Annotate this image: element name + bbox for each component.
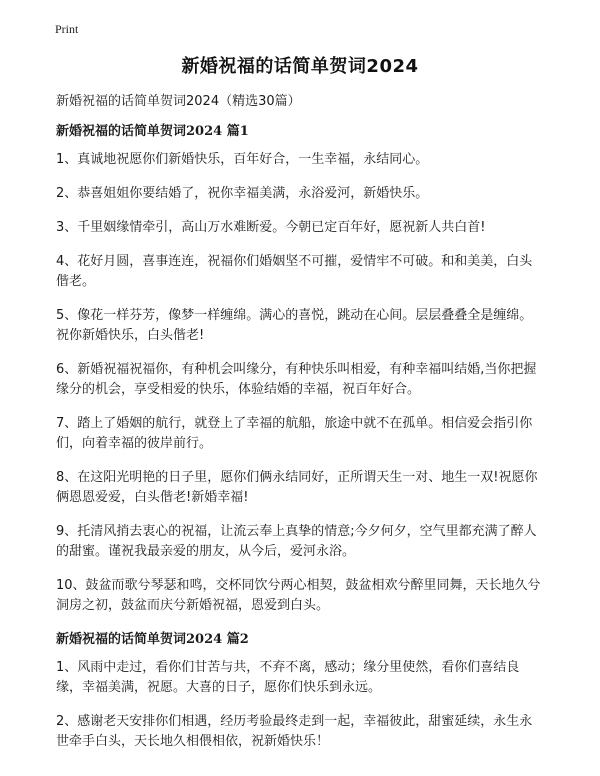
paragraph: 6、新婚祝福祝福你，有种机会叫缘分，有种快乐叫相爱，有种幸福叫结婚,当你把握缘分的机会，享受相爱的快乐，体验结婚的幸福，祝百年好合。	[56, 362, 537, 397]
paragraph: 2、感谢老天安排你们相遇，经历考验最终走到一起，幸福彼此，甜蜜延续，永生永世牵手白头，天长地久相偎相依，祝新婚快乐！	[56, 714, 533, 749]
paragraph: 4、花好月圆，喜事连连，祝福你们婚姻坚不可摧，爱情牢不可破。和和美美，白头偕老。	[56, 254, 533, 289]
section-heading-1: 新婚祝福的话简单贺词2024 篇1	[56, 124, 249, 139]
paragraph: 2、恭喜姐姐你要结婚了，祝你幸福美满，永浴爱河，新婚快乐。	[56, 186, 429, 201]
paragraph: 9、托清风捎去衷心的祝福，让流云奉上真挚的情意;今夕何夕，空气里都充满了醉人的甜蜜。谨祝我最亲爱的朋友，从今后，爱河永浴。	[56, 524, 537, 559]
paragraph: 5、像花一样芬芳，像梦一样缠绵。满心的喜悦，跳动在心间。层层叠叠全是缠绵。祝你新婚快乐，白头偕老!	[56, 308, 533, 343]
paragraph: 1、风雨中走过，看你们甘苦与共，不弃不离，感动；缘分里使然，看你们喜结良缘，幸福美满，祝愿。大喜的日子，愿你们快乐到永远。	[56, 660, 520, 695]
print-label[interactable]: Print	[55, 22, 79, 36]
page-title: 新婚祝福的话简单贺词2024	[181, 56, 419, 77]
paragraph: 10、鼓盆而歌兮琴瑟和鸣，交杯同饮兮两心相契，鼓盆相欢兮醉里同舞，天长地久兮洞房之初，鼓盆而庆兮新婚祝福，恩爱到白头。	[56, 578, 541, 613]
section-heading-2: 新婚祝福的话简单贺词2024 篇2	[56, 632, 249, 647]
paragraph: 8、在这阳光明艳的日子里，愿你们俩永结同好，正所谓天生一对、地生一双!祝愿你俩恩恩爱爱，白头偕老!新婚幸福!	[56, 470, 538, 505]
paragraph: 1、真诚地祝愿你们新婚快乐，百年好合，一生幸福，永结同心。	[56, 152, 429, 167]
paragraph: 3、千里姻缘情牵引，高山万水难断爱。今朝已定百年好，愿祝新人共白首!	[56, 220, 486, 235]
document-subtitle: 新婚祝福的话简单贺词2024（精选30篇）	[56, 94, 301, 109]
paragraph: 7、踏上了婚姻的航行，就登上了幸福的航船，旅途中就不在孤单。相信爱会指引你们，向着幸福的彼岸前行。	[56, 416, 533, 451]
document-body	[56, 92, 544, 766]
